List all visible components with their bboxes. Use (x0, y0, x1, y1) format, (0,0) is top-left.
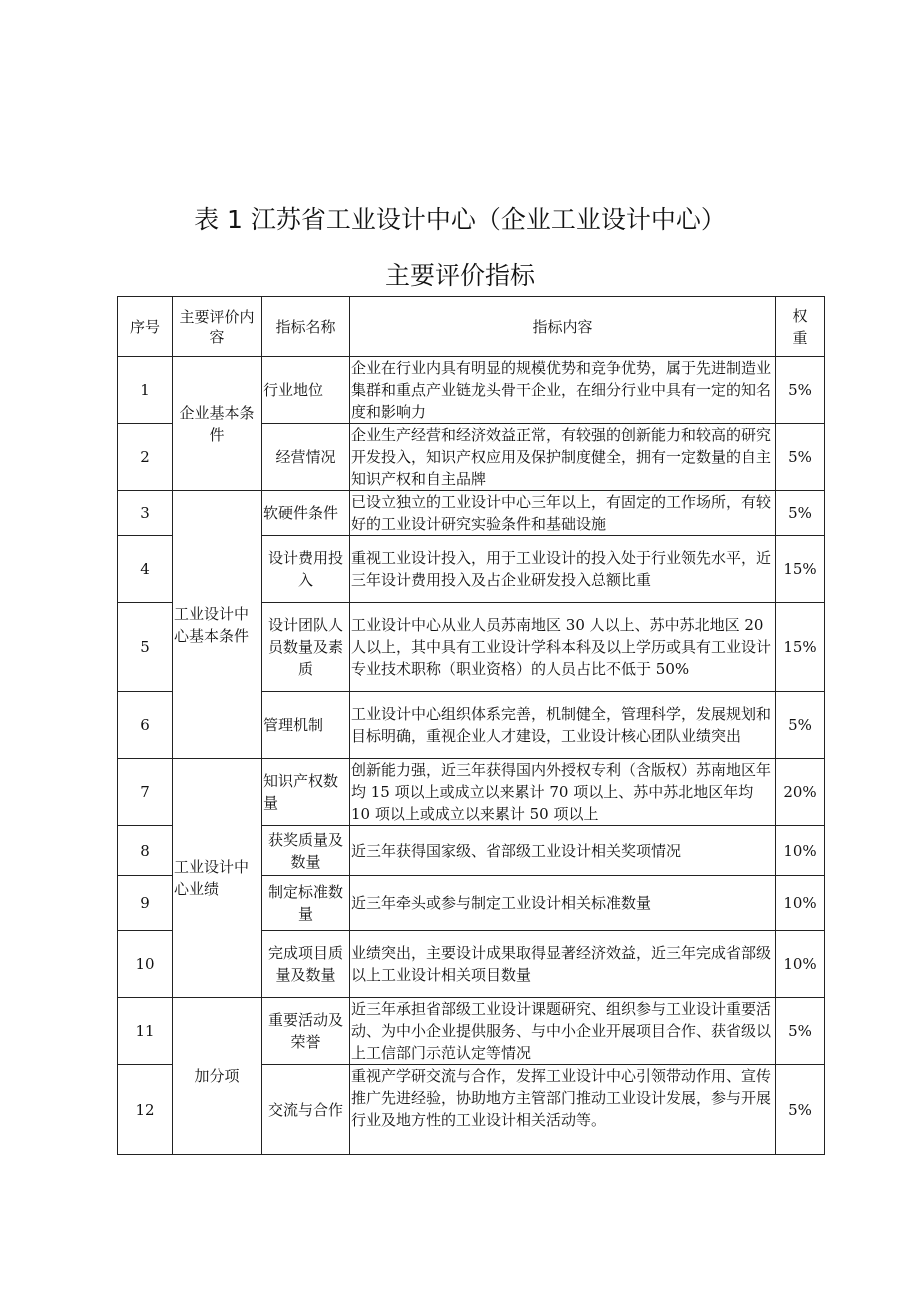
row-indicator: 软硬件条件 (262, 491, 350, 536)
row-content: 企业在行业内具有明显的规模优势和竞争优势，属于先进制造业集群和重点产业链龙头骨干企业，在细分行业中具有一定的知名度和影响力 (350, 357, 776, 424)
row-seq: 7 (118, 759, 173, 826)
row-indicator: 获奖质量及数量 (262, 826, 350, 876)
table-row (118, 357, 825, 424)
row-weight: 5% (776, 424, 825, 491)
row-content: 重视产学研交流与合作，发挥工业设计中心引领带动作用、宣传推广先进经验，协助地方主管部门推动工业设计发展，参与开展行业及地方性的工业设计相关活动等。 (350, 1065, 776, 1155)
header-seq: 序号 (118, 297, 173, 357)
row-indicator: 知识产权数量 (262, 759, 350, 826)
header-weight-line2: 重 (792, 328, 808, 347)
row-content: 近三年获得国家级、省部级工业设计相关奖项情况 (350, 826, 776, 876)
row-weight: 15% (776, 536, 825, 603)
row-content: 近三年牵头或参与制定工业设计相关标准数量 (350, 876, 776, 931)
row-content: 企业生产经营和经济效益正常，有较强的创新能力和较高的研究开发投入，知识产权应用及保护制度健全，拥有一定数量的自主知识产权和自主品牌 (350, 424, 776, 491)
table-row (118, 998, 825, 1065)
row-weight: 10% (776, 876, 825, 931)
row-indicator: 重要活动及荣誉 (262, 998, 350, 1065)
row-content: 工业设计中心组织体系完善，机制健全，管理科学，发展规划和目标明确，重视企业人才建设，工业设计核心团队业绩突出 (350, 692, 776, 759)
category-cell: 加分项 (173, 998, 262, 1155)
row-seq: 1 (118, 357, 173, 424)
row-content: 近三年承担省部级工业设计课题研究、组织参与工业设计重要活动、为中小企业提供服务、与中小企业开展项目合作、获省级以上工信部门示范认定等情况 (350, 998, 776, 1065)
row-weight: 20% (776, 759, 825, 826)
row-seq: 11 (118, 998, 173, 1065)
document-title: 表 1 江苏省工业设计中心（企业工业设计中心） (194, 205, 726, 234)
header-weight-line1: 权 (792, 306, 808, 325)
header-category: 主要评价内容 (173, 297, 262, 357)
row-indicator: 完成项目质量及数量 (262, 931, 350, 998)
row-weight: 15% (776, 603, 825, 692)
row-content: 业绩突出，主要设计成果取得显著经济效益，近三年完成省部级以上工业设计相关项目数量 (350, 931, 776, 998)
document-subtitle: 主要评价指标 (384, 261, 535, 290)
row-weight: 5% (776, 357, 825, 424)
row-seq: 6 (118, 692, 173, 759)
table-row (118, 491, 825, 536)
row-seq: 5 (118, 603, 173, 692)
row-weight: 10% (776, 931, 825, 998)
row-content: 已设立独立的工业设计中心三年以上，有固定的工作场所，有较好的工业设计研究实验条件和基础设施 (350, 491, 776, 536)
row-content: 工业设计中心从业人员苏南地区 30 人以上、苏中苏北地区 20 人以上，其中具有工业设计学科本科及以上学历或具有工业设计专业技术职称（职业资格）的人员占比不低于 50% (350, 603, 776, 692)
category-cell: 工业设计中心基本条件 (173, 491, 262, 759)
row-weight: 5% (776, 692, 825, 759)
category-cell: 工业设计中心业绩 (173, 759, 262, 998)
row-weight: 10% (776, 826, 825, 876)
table-row (118, 759, 825, 826)
row-seq: 2 (118, 424, 173, 491)
header-weight (776, 297, 825, 357)
row-weight: 5% (776, 998, 825, 1065)
row-indicator: 经营情况 (262, 424, 350, 491)
row-indicator: 行业地位 (262, 357, 350, 424)
row-indicator: 管理机制 (262, 692, 350, 759)
row-indicator: 交流与合作 (262, 1065, 350, 1155)
row-seq: 8 (118, 826, 173, 876)
evaluation-table (117, 296, 825, 1155)
row-content: 重视工业设计投入，用于工业设计的投入处于行业领先水平，近三年设计费用投入及占企业研发投入总额比重 (350, 536, 776, 603)
header-content: 指标内容 (350, 297, 776, 357)
row-indicator: 制定标准数量 (262, 876, 350, 931)
row-indicator: 设计费用投入 (262, 536, 350, 603)
table-header-row (118, 297, 825, 357)
row-seq: 12 (118, 1065, 173, 1155)
row-indicator: 设计团队人员数量及素质 (262, 603, 350, 692)
row-seq: 10 (118, 931, 173, 998)
row-seq: 4 (118, 536, 173, 603)
row-weight: 5% (776, 1065, 825, 1155)
row-seq: 9 (118, 876, 173, 931)
row-seq: 3 (118, 491, 173, 536)
header-indicator: 指标名称 (262, 297, 350, 357)
row-content: 创新能力强，近三年获得国内外授权专利（含版权）苏南地区年均 15 项以上或成立以来累计 70 项以上、苏中苏北地区年均 10 项以上或成立以来累计 50 项以上 (350, 759, 776, 826)
row-weight: 5% (776, 491, 825, 536)
category-cell: 企业基本条件 (173, 357, 262, 491)
